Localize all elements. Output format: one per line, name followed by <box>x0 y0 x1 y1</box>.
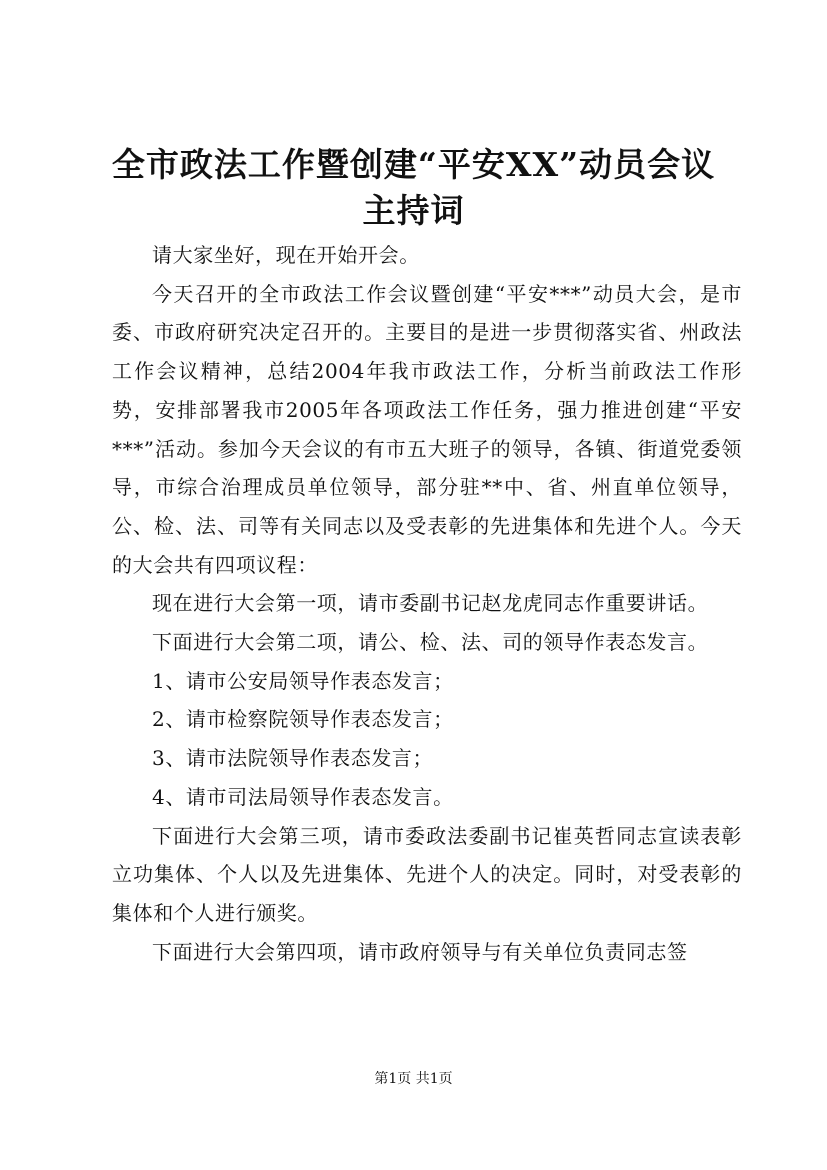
list-item-judicial-bureau: 4、请市司法局领导作表态发言。 <box>152 784 454 809</box>
paragraph-agenda-item-three: 下面进行大会第三项，请市委政法委副书记崔英哲同志宣读表彰立功集体、个人以及先进集体、先进个人的决定。同时，对受表彰的集体和个人进行颁奖。 <box>112 823 742 925</box>
document-body <box>112 236 742 971</box>
paragraph-introduction: 今天召开的全市政法工作会议暨创建“平安***”动员大会，是市委、市政府研究决定召开的。主要目的是进一步贯彻落实省、州政法工作会议精神，总结2004年我市政法工作，分析当前政法工作形势，安排部署我市2005年各项政法工作任务，强力推进创建“平安***”活动。参加今天会议的有市五大班子的领导，各镇、街道党委领导，市综合治理成员单位领导，部分驻**中、省、州直单位领导，公、检、法、司等有关同志以及受表彰的先进集体和先进个人。今天的大会共有四项议程： <box>112 281 742 577</box>
document-title: 全市政法工作暨创建“平安XX”动员会议主持词 <box>111 145 716 230</box>
page-footer: 第1页 共1页 <box>374 1071 453 1087</box>
paragraph-opening: 请大家坐好，现在开始开会。 <box>152 243 420 267</box>
list-item-court: 3、请市法院领导作表态发言； <box>152 746 434 771</box>
paragraph-agenda-item-two: 下面进行大会第二项，请公、检、法、司的领导作表态发言。 <box>152 630 709 655</box>
paragraph-agenda-item-one: 现在进行大会第一项，请市委副书记赵龙虎同志作重要讲话。 <box>152 591 709 616</box>
paragraph-agenda-item-four: 下面进行大会第四项，请市政府领导与有关单位负责同志签 <box>152 939 688 964</box>
list-item-public-security: 1、请市公安局领导作表态发言； <box>152 668 454 693</box>
list-item-procuratorate: 2、请市检察院领导作表态发言； <box>152 707 454 732</box>
